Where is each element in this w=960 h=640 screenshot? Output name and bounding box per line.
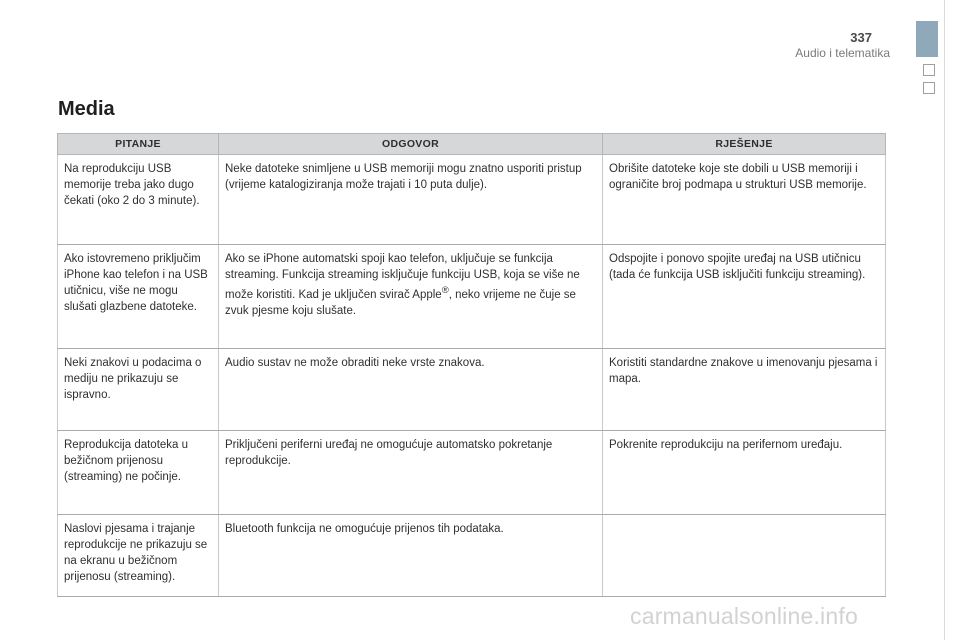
table-row [58, 431, 886, 515]
table-header-row [58, 134, 886, 155]
registered-mark: ® [441, 285, 449, 296]
solution-cell: Koristiti standardne znakove u imenovanju pjesama i mapa. [603, 349, 886, 431]
question-cell: Reprodukcija datoteka u bežičnom prijenosu (streaming) ne počinje. [58, 431, 219, 515]
answer-cell: Priključeni periferni uređaj ne omogućuje automatsko pokretanje reprodukcije. [219, 431, 603, 515]
answer-text-end: , neko vrijeme ne čuje se zvuk pjesme koju slušate. [225, 288, 576, 317]
answer-cell [219, 245, 603, 349]
troubleshooting-table [57, 133, 886, 597]
column-header-answer: ODGOVOR [219, 134, 603, 155]
answer-text-start: Ako se iPhone automatski spoji kao telefon, uključuje se funkcija streaming. Funkcija streaming isključuje funkciju USB, koja se više ne može koristiti. Kad je uključen svirač Apple [225, 253, 580, 301]
solution-cell: Pokrenite reprodukciju na perifernom uređaju. [603, 431, 886, 515]
question-cell: Naslovi pjesama i trajanje reprodukcije ne prikazuju se na ekranu u bežičnom prijenosu (streaming). [58, 515, 219, 597]
table-row [58, 349, 886, 431]
page-number: 337 [850, 30, 872, 45]
side-marker-square [923, 64, 935, 76]
question-cell: Na reprodukciju USB memorije treba jako dugo čekati (oko 2 do 3 minute). [58, 155, 219, 245]
column-header-question: PITANJE [58, 134, 219, 155]
column-header-solution: RJEŠENJE [603, 134, 886, 155]
page-margin-rule [944, 0, 945, 640]
solution-cell: Obrišite datoteke koje ste dobili u USB memoriji i ograničite broj podmapa u strukturi USB memorije. [603, 155, 886, 245]
section-label: Audio i telematika [795, 46, 890, 60]
answer-cell: Bluetooth funkcija ne omogućuje prijenos tih podataka. [219, 515, 603, 597]
solution-cell [603, 515, 886, 597]
solution-cell: Odspojite i ponovo spojite uređaj na USB utičnicu (tada će funkcija USB isključiti funkciju streaming). [603, 245, 886, 349]
answer-cell: Neke datoteke snimljene u USB memoriji mogu znatno usporiti pristup (vrijeme katalogiziranja može trajati i 10 puta dulje). [219, 155, 603, 245]
table-row [58, 515, 886, 597]
table-row [58, 155, 886, 245]
chapter-tab [916, 21, 938, 57]
page-title: Media [58, 98, 115, 120]
answer-cell: Audio sustav ne može obraditi neke vrste znakova. [219, 349, 603, 431]
watermark: carmanualsonline.info [630, 603, 858, 629]
question-cell: Neki znakovi u podacima o mediju ne prikazuju se ispravno. [58, 349, 219, 431]
side-marker-square [923, 82, 935, 94]
table-row [58, 245, 886, 349]
question-cell: Ako istovremeno priključim iPhone kao telefon i na USB utičnicu, više ne mogu slušati glazbene datoteke. [58, 245, 219, 349]
